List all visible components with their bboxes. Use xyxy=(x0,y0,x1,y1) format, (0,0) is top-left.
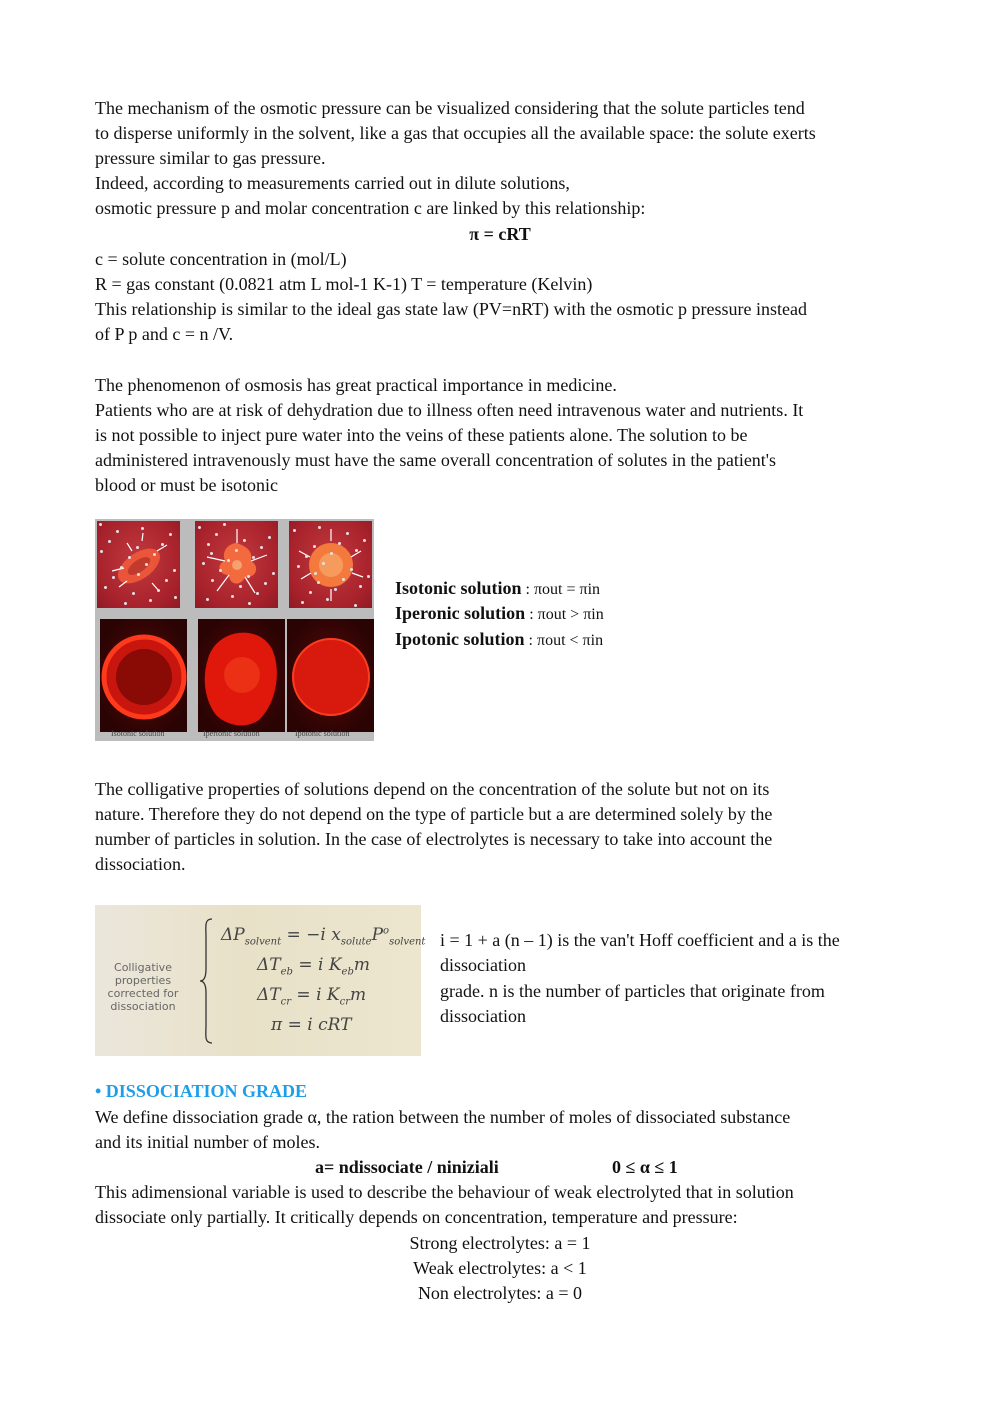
solution-relation-ipotonic: Ipotonic solution : πout < πin xyxy=(395,629,604,649)
solute-particle xyxy=(198,526,201,529)
solute-particle xyxy=(305,555,308,558)
solute-particle xyxy=(161,543,164,546)
solute-particle xyxy=(297,565,300,568)
eq-osmotic-pressure: π = i cRT xyxy=(271,1015,352,1035)
electrolyte-strong: Strong electrolytes: a = 1 xyxy=(409,1233,591,1253)
solute-particle xyxy=(350,568,353,571)
solute-particle xyxy=(173,569,176,572)
solute-particle xyxy=(318,526,321,529)
solute-particle xyxy=(355,549,358,552)
ipotonic-photo xyxy=(287,619,374,732)
solute-particle xyxy=(132,592,135,595)
solute-particle xyxy=(268,536,271,539)
solute-particle xyxy=(116,530,119,533)
solute-particle xyxy=(252,556,255,559)
solute-particle xyxy=(149,599,152,602)
solute-particle xyxy=(206,598,209,601)
solute-particle xyxy=(202,562,205,565)
text-line: of P p and c = n /V. xyxy=(95,324,234,344)
solute-particle xyxy=(260,546,263,549)
solute-particle xyxy=(174,596,177,599)
text-line: This adimensional variable is used to describe the behaviour of weak electrolyted that in solution xyxy=(95,1182,794,1202)
text-line: osmotic pressure p and molar concentration c are linked by this relationship: xyxy=(95,198,646,218)
formula-osmotic: π = cRT xyxy=(469,224,531,244)
text-line: and its initial number of moles. xyxy=(95,1132,320,1152)
solute-particle xyxy=(247,575,250,578)
text-line: grade. n is the number of particles that originate from xyxy=(440,981,825,1001)
solute-particle xyxy=(124,602,127,605)
solute-particle xyxy=(342,578,345,581)
solute-particle xyxy=(165,579,168,582)
ipertonic-photo xyxy=(198,619,285,732)
solute-particle xyxy=(210,552,213,555)
cells-figure-label: Ipotonic solution xyxy=(295,729,350,738)
text-line: i = 1 + a (n – 1) is the van't Hoff coefficient and a is the xyxy=(440,930,840,950)
solute-particle xyxy=(243,539,246,542)
solute-particle xyxy=(256,592,259,595)
ipotonic-cell-photo xyxy=(287,619,374,732)
ipertonic-diagram xyxy=(195,521,278,608)
text-line: dissociation xyxy=(440,955,526,975)
solute-particle xyxy=(359,585,362,588)
solute-particle xyxy=(367,575,370,578)
solute-particle xyxy=(326,598,329,601)
text-line: blood or must be isotonic xyxy=(95,475,278,495)
solute-particle xyxy=(169,533,172,536)
text-line: The phenomenon of osmosis has great practical importance in medicine. xyxy=(95,375,617,395)
solute-particle xyxy=(136,546,139,549)
text-line: dissociate only partially. It critically depends on concentration, temperature and pressure: xyxy=(95,1207,738,1227)
cells-figure-label: Ipertonic solution xyxy=(203,729,260,738)
solute-particle xyxy=(207,543,210,546)
eq-figure-caption: Colligative properties corrected for dissociation xyxy=(107,961,179,1013)
solute-particle xyxy=(272,572,275,575)
solute-particle xyxy=(330,552,333,555)
solute-particle xyxy=(264,582,267,585)
text-line: The mechanism of the osmotic pressure can be visualized considering that the solute particles tend xyxy=(95,98,805,118)
solute-particle xyxy=(231,595,234,598)
text-line: Patients who are at risk of dehydration due to illness often need intravenous water and nutrients. It xyxy=(95,400,804,420)
solute-particle xyxy=(309,591,312,594)
solute-particle xyxy=(338,542,341,545)
solute-particle xyxy=(301,601,304,604)
text-line: R = gas constant (0.0821 atm L mol-1 K-1) T = temperature (Kelvin) xyxy=(95,274,593,294)
text-line: pressure similar to gas pressure. xyxy=(95,148,326,168)
ipertonic-cell-photo xyxy=(198,619,285,732)
text-line: to disperse uniformly in the solvent, like a gas that occupies all the available space: the solute exerts xyxy=(95,123,816,143)
solute-particle xyxy=(293,529,296,532)
text-line: c = solute concentration in (mol/L) xyxy=(95,249,347,269)
section-heading: • DISSOCIATION GRADE xyxy=(95,1081,308,1101)
eq-vapor-pressure: $\Delta P_{solvent} = -i$ $x_{solute}P^o_{solvent}$ xyxy=(221,925,426,948)
eq-freezing-point: $\Delta T_{cr} = i$ $K_{cr}m$ xyxy=(257,985,367,1008)
cells-figure-label: Isotonic solution xyxy=(111,729,165,738)
solution-relation-isotonic: Isotonic solution : πout = πin xyxy=(395,578,601,598)
solute-particle xyxy=(314,572,317,575)
solute-particle xyxy=(141,527,144,530)
text-line: administered intravenously must have the same overall concentration of solutes in the patient's xyxy=(95,450,777,470)
text-line: number of particles in solution. In the case of electrolytes is necessary to take into account the xyxy=(95,829,773,849)
isotonic-diagram xyxy=(97,521,180,608)
solute-particle xyxy=(100,550,103,553)
solute-particle xyxy=(157,589,160,592)
solution-relation-iperonic: Iperonic solution : πout > πin xyxy=(395,603,604,623)
solute-particle xyxy=(99,523,102,526)
solute-particle xyxy=(153,553,156,556)
text-line: dissociation xyxy=(440,1006,526,1026)
solute-particle xyxy=(223,523,226,526)
solute-particle xyxy=(137,573,140,576)
text-line: We define dissociation grade α, the ration between the number of moles of dissociated substance xyxy=(95,1107,791,1127)
ipertonic-cell-drawing xyxy=(195,521,278,608)
solute-particle xyxy=(317,581,320,584)
solute-particle xyxy=(322,562,325,565)
text-line: nature. Therefore they do not depend on the type of particle but a are determined solely by the xyxy=(95,804,773,824)
solute-particle xyxy=(354,604,357,607)
text-line: The colligative properties of solutions depend on the concentration of the solute but not on its xyxy=(95,779,770,799)
solute-particle xyxy=(211,579,214,582)
text-line: is not possible to inject pure water into the veins of these patients alone. The solution to be xyxy=(95,425,748,445)
solute-particle xyxy=(104,586,107,589)
solute-particle xyxy=(227,559,230,562)
ipotonic-cell-drawing xyxy=(289,521,372,608)
solute-particle xyxy=(363,539,366,542)
text-line: This relationship is similar to the ideal gas state law (PV=nRT) with the osmotic p pressure instead xyxy=(95,299,807,319)
text-line: dissociation. xyxy=(95,854,186,874)
formula-alpha: a= ndissociate / niniziali xyxy=(315,1157,499,1177)
eq-boiling-point: $\Delta T_{eb} = i$ $K_{eb}m$ xyxy=(257,955,370,978)
osmosis-cells-figure xyxy=(95,519,374,741)
solute-particle xyxy=(108,540,111,543)
solute-particle xyxy=(235,549,238,552)
electrolyte-weak: Weak electrolytes: a < 1 xyxy=(413,1258,587,1278)
solute-particle xyxy=(248,602,251,605)
solute-particle xyxy=(239,585,242,588)
colligative-equations-figure xyxy=(95,905,426,1056)
isotonic-cell-photo xyxy=(100,619,187,732)
ipotonic-diagram xyxy=(289,521,372,608)
isotonic-photo xyxy=(100,619,187,732)
solute-particle xyxy=(313,545,316,548)
solute-particle xyxy=(215,533,218,536)
brace-icon xyxy=(198,917,214,1045)
solute-particle xyxy=(112,576,115,579)
solute-particle xyxy=(128,556,131,559)
solute-particle xyxy=(219,569,222,572)
solute-particle xyxy=(120,566,123,569)
electrolyte-non: Non electrolytes: a = 0 xyxy=(417,1283,583,1303)
isotonic-cell-drawing xyxy=(97,521,180,608)
formula-range: 0 ≤ α ≤ 1 xyxy=(612,1157,678,1177)
text-line: Indeed, according to measurements carried out in dilute solutions, xyxy=(95,173,570,193)
solute-particle xyxy=(334,588,337,591)
solute-particle xyxy=(145,563,148,566)
solute-particle xyxy=(346,532,349,535)
